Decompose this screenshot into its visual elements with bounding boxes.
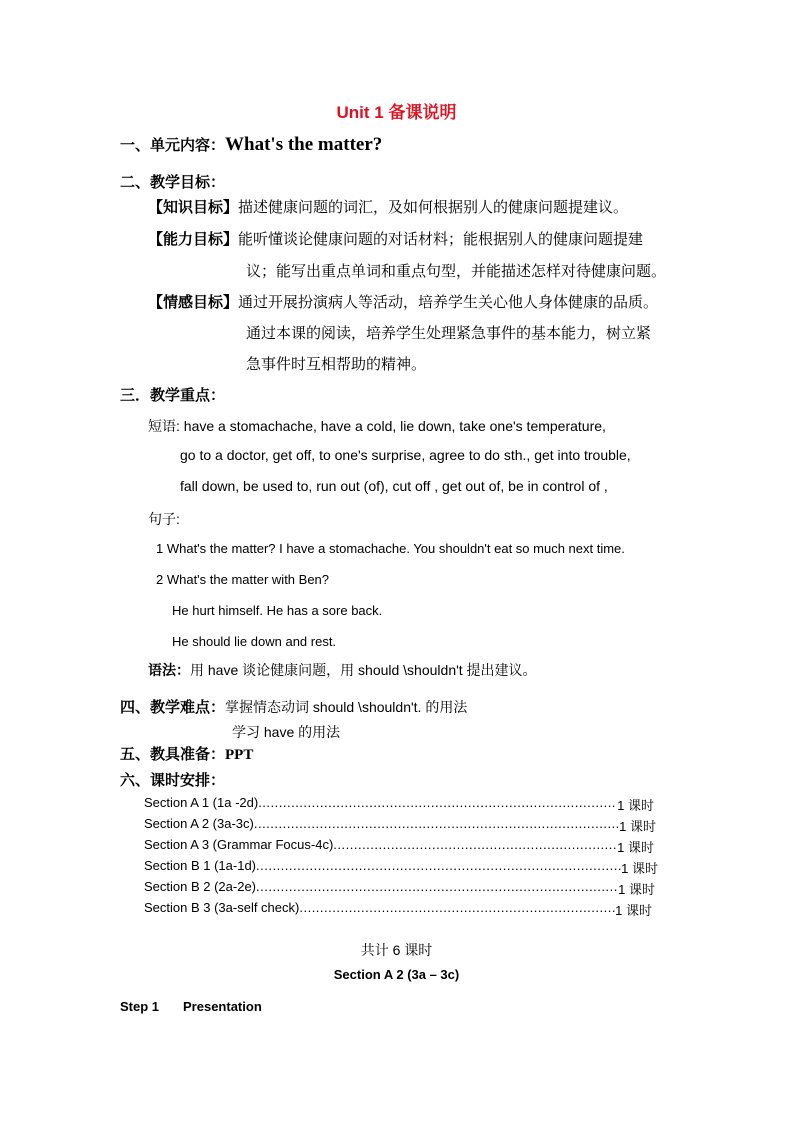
schedule-name: Section A 3 (Grammar Focus-4c) xyxy=(144,837,334,852)
section-2-label: 二、教学目标： xyxy=(120,174,226,191)
schedule-value: 1 课时 xyxy=(619,819,656,834)
section-4-label: 四、教学难点： xyxy=(120,699,226,716)
knowledge-goal-text: 描述健康问题的词汇，及如何根据别人的健康问题提建议。 xyxy=(238,199,629,216)
unit-topic: What's the matter? xyxy=(225,134,383,155)
schedule-row xyxy=(144,816,656,837)
schedule-value: 1 课时 xyxy=(615,903,652,918)
phrases-line1 xyxy=(148,416,606,436)
tools-value: PPT xyxy=(225,747,254,763)
ability-goal-tag: 【能力目标】 xyxy=(148,231,239,248)
knowledge-goal-tag: 【知识目标】 xyxy=(148,199,239,216)
emotion-goal-line3: 急事件时互相帮助的精神。 xyxy=(246,356,427,373)
schedule-name: Section B 3 (3a-self check) xyxy=(144,900,300,915)
leader-dots xyxy=(258,795,617,816)
page-title: Unit 1 备课说明 xyxy=(336,103,457,122)
phrases-label: 短语: xyxy=(148,418,180,434)
section-5 xyxy=(120,743,253,764)
schedule-row xyxy=(144,858,658,879)
leader-dots xyxy=(256,879,618,900)
schedule-list xyxy=(144,795,658,921)
sentence-1: 1 What's the matter? I have a stomachache. You shouldn't eat so much next time. xyxy=(156,541,625,556)
difficulty-line1: 掌握情态动词 should \shouldn't. 的用法 xyxy=(225,699,468,715)
schedule-row xyxy=(144,879,655,900)
section-heading: Section A 2 (3a – 3c) xyxy=(333,967,460,982)
difficulty-line2: 学习 have 的用法 xyxy=(232,724,341,740)
emotion-goal xyxy=(148,291,658,312)
emotion-goal-line1: 通过开展扮演病人等活动，培养学生关心他人身体健康的品质。 xyxy=(238,294,659,311)
grammar-line xyxy=(148,660,537,680)
sentences-label: 句子: xyxy=(148,511,180,527)
ability-goal xyxy=(148,228,643,249)
grammar-label: 语法： xyxy=(148,662,190,678)
schedule-name: Section A 2 (3a-3c) xyxy=(144,816,254,831)
sentence-2: 2 What's the matter with Ben? xyxy=(156,572,330,587)
leader-dots xyxy=(299,900,615,921)
step-label: Step 1 xyxy=(120,999,160,1014)
step-line xyxy=(120,999,262,1014)
schedule-value: 1 课时 xyxy=(618,882,655,897)
schedule-name: Section B 1 (1a-1d) xyxy=(144,858,257,873)
section-1-label: 一、单元内容： xyxy=(120,137,226,154)
phrases-line3: fall down, be used to, run out (of), cut off , get out of, be in control of , xyxy=(180,478,608,494)
section-1 xyxy=(120,134,382,156)
schedule-name: Section A 1 (1a -2d) xyxy=(144,795,259,810)
emotion-goal-tag: 【情感目标】 xyxy=(148,294,239,311)
phrases-line2: go to a doctor, get off, to one's surprise, agree to do sth., get into trouble, xyxy=(180,447,631,463)
schedule-value: 1 课时 xyxy=(617,840,654,855)
sentence-2a: He hurt himself. He has a sore back. xyxy=(172,603,383,618)
leader-dots xyxy=(256,858,621,879)
schedule-row xyxy=(144,837,654,858)
phrases-text-1: have a stomachache, have a cold, lie down, take one's temperature, xyxy=(183,418,606,434)
emotion-goal-line2: 通过本课的阅读，培养学生处理紧急事件的基本能力，树立紧 xyxy=(246,325,652,342)
schedule-value: 1 课时 xyxy=(621,861,658,876)
schedule-total: 共计 6 课时 xyxy=(360,942,433,958)
schedule-name: Section B 2 (2a-2e) xyxy=(144,879,257,894)
section-3-label: 三．教学重点： xyxy=(120,387,226,404)
section-4 xyxy=(120,696,467,717)
schedule-value: 1 课时 xyxy=(617,798,654,813)
section-5-label: 五、教具准备： xyxy=(120,746,226,763)
knowledge-goal xyxy=(148,196,628,217)
sentence-2b: He should lie down and rest. xyxy=(172,634,337,649)
leader-dots xyxy=(333,837,617,858)
schedule-row xyxy=(144,795,654,816)
ability-goal-line2: 议；能写出重点单词和重点句型，并能描述怎样对待健康问题。 xyxy=(246,263,667,280)
leader-dots xyxy=(254,816,619,837)
grammar-text: 用 have 谈论健康问题，用 should \shouldn't 提出建议。 xyxy=(190,662,537,678)
schedule-row xyxy=(144,900,652,921)
section-6-label: 六、课时安排： xyxy=(120,772,226,789)
step-value: Presentation xyxy=(183,999,262,1014)
ability-goal-line1: 能听懂谈论健康问题的对话材料；能根据别人的健康问题提建 xyxy=(238,231,644,248)
